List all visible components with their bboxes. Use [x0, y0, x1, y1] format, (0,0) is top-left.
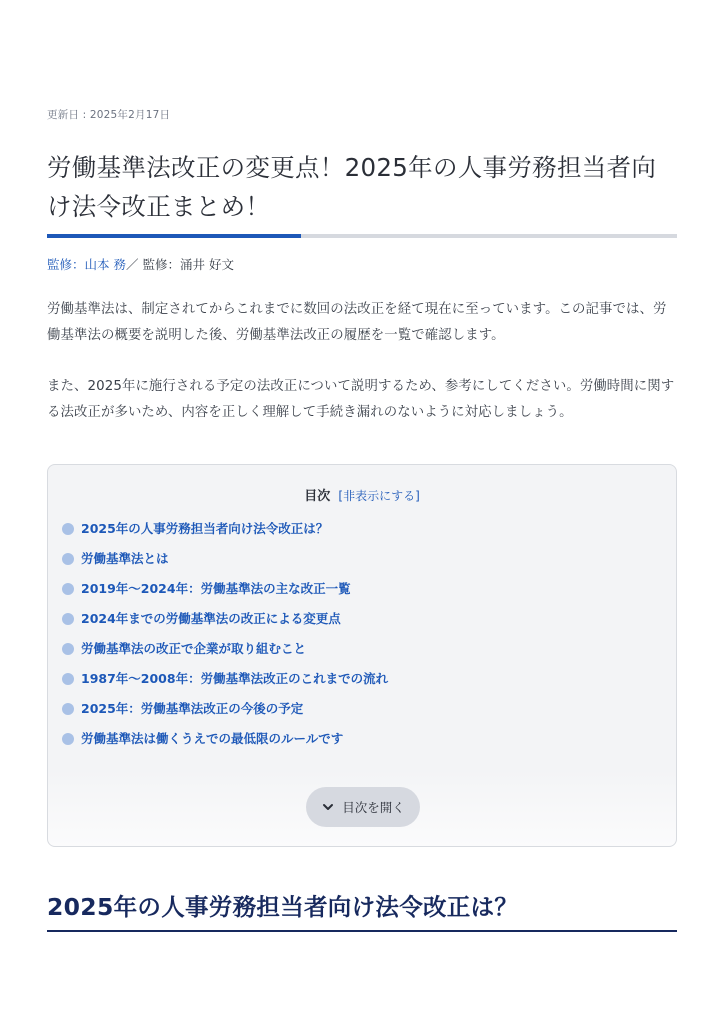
- section-heading: 2025年の人事労務担当者向け法令改正は？: [47, 893, 519, 921]
- chevron-down-icon: [321, 800, 335, 814]
- toc-item[interactable]: [62, 580, 388, 610]
- article-title: 労働基準法改正の変更点！2025年の人事労務担当者向け法令改正まとめ！: [47, 153, 657, 221]
- bullet-icon: [62, 733, 74, 745]
- bullet-icon: [62, 643, 74, 655]
- toc-link[interactable]: 2024年までの労働基準法の改正による変更点: [81, 611, 341, 626]
- bullet-icon: [62, 583, 74, 595]
- table-of-contents: [47, 464, 677, 847]
- toc-item[interactable]: [62, 670, 388, 700]
- toc-link[interactable]: 2025年の人事労務担当者向け法令改正は？: [81, 521, 329, 536]
- supervisor-separator: ／: [126, 257, 143, 272]
- toc-item[interactable]: [62, 520, 388, 550]
- bullet-icon: [62, 673, 74, 685]
- updated-date: 更新日 : 2025年2月17日: [47, 109, 171, 121]
- section-heading-divider: [47, 930, 677, 932]
- supervisor-label-2: 監修：: [142, 257, 180, 272]
- toc-item[interactable]: [62, 550, 388, 580]
- bullet-icon: [62, 703, 74, 715]
- toc-link[interactable]: 1987年～2008年：労働基準法改正のこれまでの流れ: [81, 671, 389, 686]
- toc-item[interactable]: [62, 700, 388, 730]
- bullet-icon: [62, 613, 74, 625]
- intro-paragraph-1: 労働基準法は、制定されてからこれまでに数回の法改正を経て現在に至っています。この記事では、労働基準法の概要を説明した後、労働基準法改正の履歴を一覧で確認します。: [47, 302, 667, 343]
- toc-open-button[interactable]: [306, 787, 420, 827]
- toc-item[interactable]: [62, 730, 388, 760]
- toc-item[interactable]: [62, 610, 388, 640]
- intro-paragraph-2: また、2025年に施行される予定の法改正について説明するため、参考にしてください。労働時間に関する法改正が多いため、内容を正しく理解して手続き漏れのないように対応しましょう。: [47, 379, 675, 420]
- supervisor-line: [47, 255, 234, 273]
- toc-title: 目次: [304, 489, 331, 504]
- supervisor-label-1: 監修：: [47, 257, 85, 272]
- toc-list: [62, 520, 388, 760]
- toc-header: [48, 485, 676, 504]
- title-divider-accent: [47, 234, 301, 238]
- toc-link[interactable]: 労働基準法とは: [81, 551, 169, 566]
- bullet-icon: [62, 553, 74, 565]
- toc-hide-toggle[interactable]: [非表示にする]: [338, 489, 420, 503]
- toc-link[interactable]: 労働基準法の改正で企業が取り組むこと: [81, 641, 307, 656]
- toc-link[interactable]: 労働基準法は働くうえでの最低限のルールです: [81, 731, 344, 746]
- title-divider: [47, 234, 677, 238]
- toc-open-label: 目次を開く: [342, 800, 405, 815]
- supervisor-name-2: 涌井 好文: [180, 257, 234, 272]
- toc-item[interactable]: [62, 640, 388, 670]
- supervisor-link-1[interactable]: 山本 務: [84, 257, 126, 272]
- toc-link[interactable]: 2025年：労働基準法改正の今後の予定: [81, 701, 304, 716]
- toc-link[interactable]: 2019年～2024年：労働基準法の主な改正一覧: [81, 581, 351, 596]
- bullet-icon: [62, 523, 74, 535]
